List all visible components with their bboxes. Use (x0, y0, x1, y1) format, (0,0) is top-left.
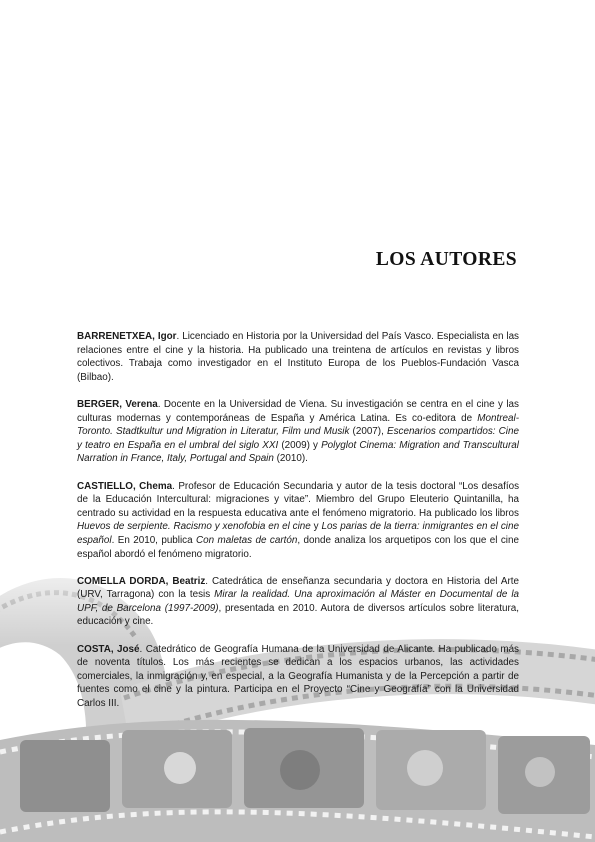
book-title: Con maletas de cartón (196, 534, 298, 546)
author-bio (77, 398, 519, 466)
bio-text: . Catedrático de Geografía Humana de la Universidad de Alicante. Ha publicado más de noventa títulos. Los más recientes se dedican a los espacios urbanos, las actividades comerciales, la inmigración y, en especial, a la Geografía Humanista y de la Percepción a partir de fuentes como el cine y la pintura. Participa en el Proyecto “Cine y Geografía” con la Universidad Carlos III. (77, 643, 519, 710)
book-title: Los parias de la tierra: inmigrantes en el cine español (77, 521, 519, 546)
page-title: LOS AUTORES (375, 249, 517, 270)
book-title: Huevos de serpiente. Racismo y xenofobia en el cine (77, 521, 311, 533)
author-bio (77, 643, 519, 711)
bio-text: (2009) y (278, 439, 322, 451)
book-title: Escenarios compartidos: Cine y teatro en España en el umbral del siglo XXI (77, 426, 519, 451)
author-bio (77, 330, 519, 384)
author-name: COMELLA DORDA, Beatriz (77, 575, 206, 587)
author-bio (77, 480, 519, 562)
bio-text: (2007), (349, 426, 387, 438)
book-title: Montreal-Toronto. Stadtkultur und Migration in Literatur, Film und Musik (77, 412, 519, 438)
bio-text: , presentada en 2010. Autora de diversos artículos sobre literatura, educación y cine. (77, 602, 519, 628)
author-name: BARRENETXEA, Igor (77, 331, 177, 342)
bio-text: . Profesor de Educación Secundaria y autor de la tesis doctoral “Los desafíos de la Educación Intercultural: migraciones y vitae”. Miembro del Grupo Eleuterio Quintanilla, ha centrado su actividad en la respuesta educativa ante el fenómeno migratorio. Ha publicado los libros (77, 480, 520, 519)
bio-text: . Docente en la Universidad de Viena. Su investigación se centra en el cine y las culturas modernas y contemporáneas de España y América Latina. Es co-editora de (77, 398, 519, 424)
author-bio (77, 575, 519, 629)
bio-text: , donde analiza los arquetipos con los que el cine español abordó el fenómeno migratorio. (77, 534, 519, 560)
bio-text: y (310, 521, 322, 533)
author-name: CASTIELLO, Chema (77, 480, 173, 492)
author-name: BERGER, Verena (77, 398, 158, 410)
book-title: Mirar la realidad. Una aproximación al Máster en Documental de la UPF, de Barcelona (1997-2009) (77, 589, 520, 614)
author-bios-list (77, 330, 519, 724)
bio-text: (2010). (273, 453, 308, 465)
bio-text: . En 2010, publica (111, 534, 197, 546)
author-name: COSTA, José (77, 643, 140, 655)
bio-text: . Catedrática de enseñanza secundaria y doctora en Historia del Arte (URV, Tarragona) con la tesis (77, 575, 519, 601)
bio-text: . Licenciado en Historia por la Universidad del País Vasco. Especialista en las relaciones entre el cine y la historia. Ha publicado una treintena de artículos en revistas y libros colectivos. Trabaja como investigador en el Instituto Europa de los Pueblos-Fundación Vasca (Bilbao). (77, 331, 519, 383)
book-title: Polyglot Cinema: Migration and Transcultural Narration in France, Italy, Portugal and Spain (77, 439, 519, 465)
